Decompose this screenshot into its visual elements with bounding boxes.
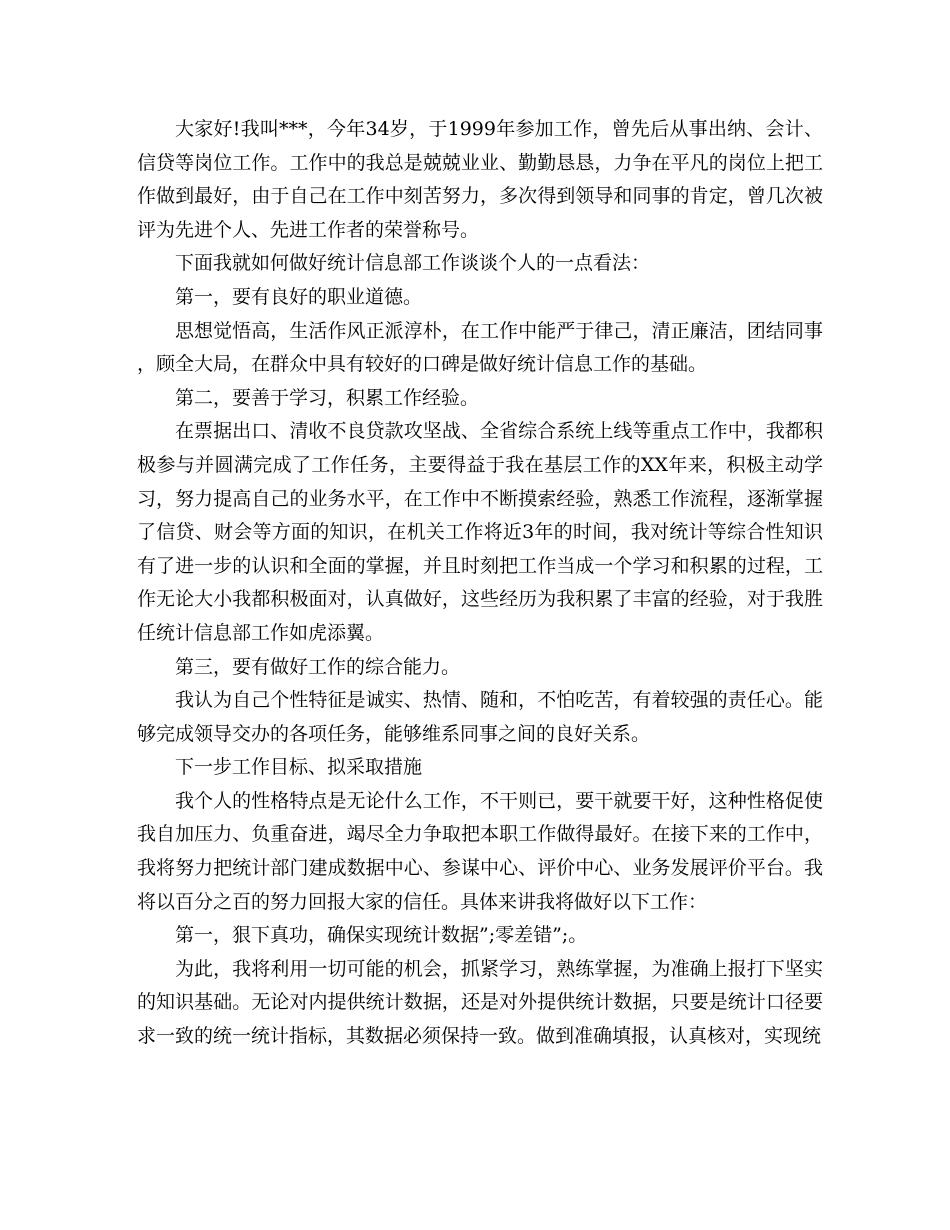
heading-point-two: 第二，要善于学习，积累工作经验。 [175,386,480,409]
paragraph-point-three: 我认为自己个性特征是诚实、热情、随和，不怕吃苦，有着较强的责任心。能够完成领导交办的各项任务，能够维系同事之间的良好关系。 [137,689,823,745]
paragraph-next-steps: 我个人的性格特点是无论什么工作，不干则已，要干就要干好，这种性格促使我自加压力、负重奋进，竭尽全力争取把本职工作做得最好。在接下来的工作中，我将努力把统计部门建成数据中心、参谋中心、评价中心、业务发展评价平台。我将以百分之百的努力回报大家的信任。具体来讲我将做好以下工作： [137,789,823,913]
heading-point-one: 第一，要有良好的职业道德。 [175,285,423,308]
paragraph-step-one: 为此，我将利用一切可能的机会，抓紧学习，熟练掌握，为准确上报打下坚实的知识基础。无论对内提供统计数据，还是对外提供统计数据，只要是统计口径要求一致的统一统计指标，其数据必须保持一致。做到准确填报，认真核对，实现统 [137,957,823,1048]
heading-step-one: 第一，狠下真功，确保实现统计数据”;零差错”;。 [175,924,588,947]
heading-next-steps: 下一步工作目标、拟采取措施 [175,756,423,779]
document-page [137,113,823,1054]
paragraph-point-one: 思想觉悟高，生活作风正派淳朴，在工作中能严于律己，清正廉洁，团结同事，顾全大局，在群众中具有较好的口碑是做好统计信息工作的基础。 [137,319,823,376]
paragraph-point-two: 在票据出口、清收不良贷款攻坚战、全省综合系统上线等重点工作中，我都积极参与并圆满完成了工作任务，主要得益于我在基层工作的XX年来，积极主动学习，努力提高自己的业务水平，在工作中不断摸索经验，熟悉工作流程，逐渐掌握了信贷、财会等方面的知识，在机关工作将近3年的时间，我对统计等综合性知识有了进一步的认识和全面的掌握，并且时刻把工作当成一个学习和积累的过程，工作无论大小我都积极面对，认真做好，这些经历为我积累了丰富的经验，对于我胜任统计信息部工作如虎添翼。 [137,420,823,644]
heading-point-three: 第三，要有做好工作的综合能力。 [175,655,461,678]
paragraph-views-intro: 下面我就如何做好统计信息部工作谈谈个人的一点看法： [175,252,651,275]
paragraph-introduction: 大家好!我叫***，今年34岁，于1999年参加工作，曾先后从事出纳、会计、信贷等岗位工作。工作中的我总是兢兢业业、勤勤恳恳，力争在平凡的岗位上把工作做到最好，由于自己在工作中刻苦努力，多次得到领导和同事的肯定，曾几次被评为先进个人、先进工作者的荣誉称号。 [137,118,823,241]
